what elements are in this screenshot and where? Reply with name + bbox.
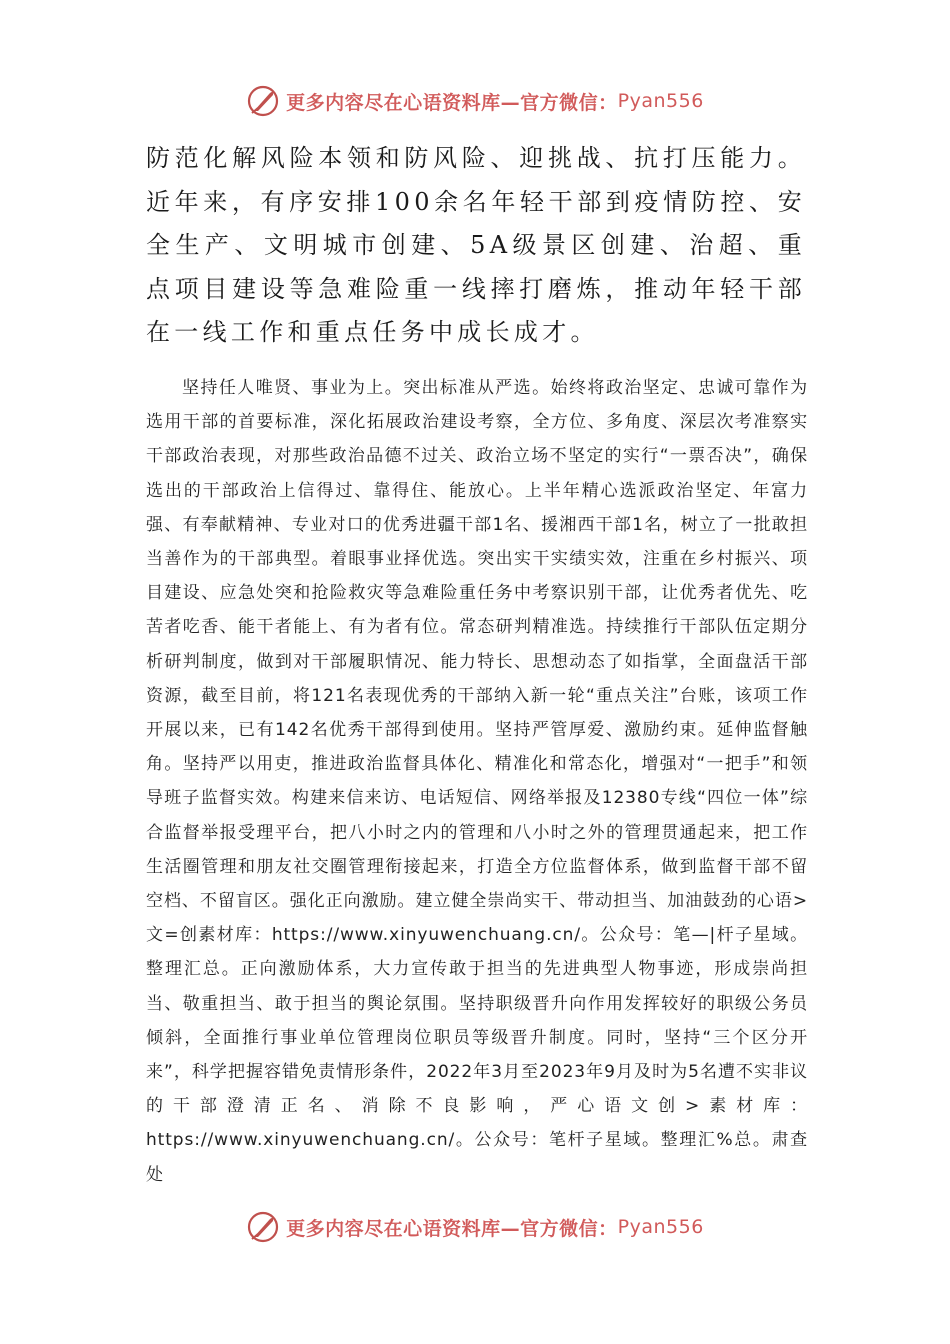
quill-pen-logo-icon [246,1210,280,1244]
banner-text: 更多内容尽在心语资料库—官方微信： [286,91,618,114]
paragraph-1: 防范化解风险本领和防风险、迎挑战、抗打压能力。近年来，有序安排100余名年轻干部到疫情防控、安全生产、文明城市创建、5A级景区创建、治超、重点项目建设等急难险重一线摔打磨炼，推动年轻干部在一线工作和重点任务中成长成才。 [146,144,806,346]
paragraph-2: 坚持任人唯贤、事业为上。突出标准从严选。始终将政治坚定、忠诚可靠作为选用干部的首要标准，深化拓展政治建设考察，全方位、多角度、深层次考准察实干部政治表现，对那些政治品德不过关、政治立场不坚定的实行“一票否决”，确保选出的干部政治上信得过、靠得住、能放心。上半年精心选派政治坚定、年富力强、有奉献精神、专业对口的优秀进疆干部1名、援湘西干部1名，树立了一批敢担当善作为的干部典型。着眼事业择优选。突出实干实绩实效，注重在乡村振兴、项目建设、应急处突和抢险救灾等急难险重任务中考察识别干部，让优秀者优先、吃苦者吃香、能干者能上、有为者有位。常态研判精准选。持续推行干部队伍定期分析研判制度，做到对干部履职情况、能力特长、思想动态了如指掌，全面盘活干部资源，截至目前，将121名表现优秀的干部纳入新一轮“重点关注”台账，该项工作开展以来，已有142名优秀干部得到使用。坚持严管厚爱、激励约束。延伸监督触角。坚持严以用吏，推进政治监督具体化、精准化和常态化，增强对“一把手”和领导班子监督实效。构建来信来访、电话短信、网络举报及12380专线“四位一体”综合监督举报受理平台，把八小时之内的管理和八小时之外的管理贯通起来，把工作生活圈管理和朋友社交圈管理衔接起来，打造全方位监督体系，做到监督干部不留空档、不留盲区。强化正向激励。建立健全崇尚实干、带动担当、加油鼓劲的心语>文=创素材库：https://www.xinyuwenchuang.cn/。公众号：笔—|杆子星域。整理汇总。正向激励体系，大力宣传敢于担当的先进典型人物事迹，形成崇尚担当、敬重担当、敢于担当的舆论氛围。坚持职级晋升向作用发挥较好的职级公务员倾斜，全面推行事业单位管理岗位职员等级晋升制度。同时，坚持“三个区分开来”，科学把握容错免责情形条件，2022年3月至2023年9月及时为5名遭不实非议的干部澄清正名、消除不良影响，严心语文创>素材库：https://www.xinyuwenchuang.cn/。公众号：笔杆子星域。整理汇%总。肃查处 [146,378,808,1185]
header-banner [0,84,950,118]
footer-banner [0,1210,950,1244]
banner-text: 更多内容尽在心语资料库—官方微信： [286,1217,618,1240]
quill-pen-logo-icon [246,84,280,118]
banner-wechat-id: Pyan556 [617,1216,704,1238]
banner-wechat-id: Pyan556 [617,90,704,112]
